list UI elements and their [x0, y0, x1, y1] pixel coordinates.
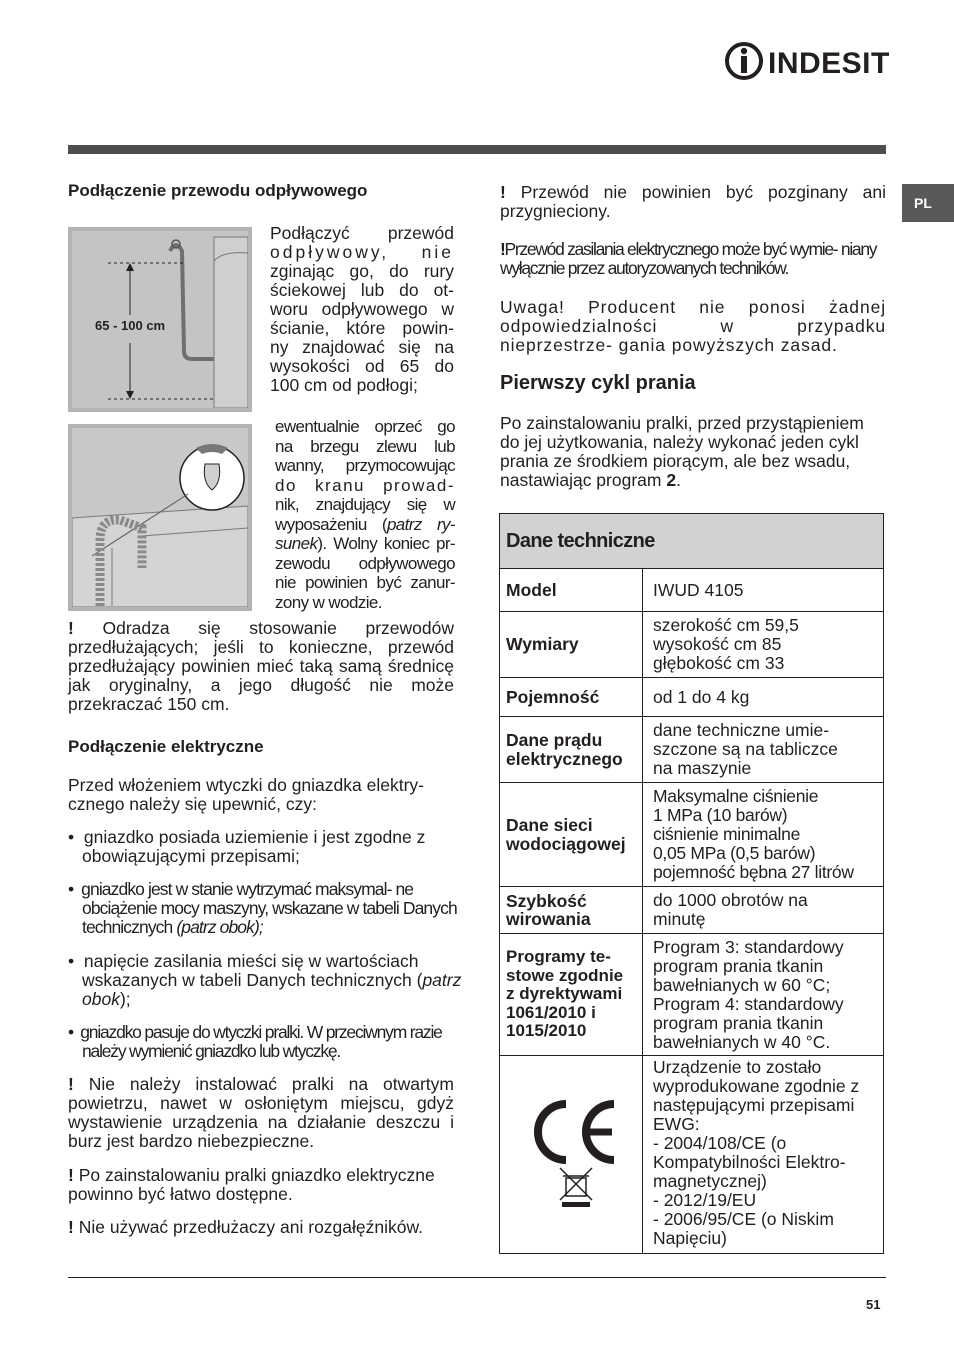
- first-wash-body: Po zainstalowaniu pralki, przed przystąpieniem do jej użytkowania, należy wykonać jeden cykl prania ze środkiem piorącym, ale bez wsadu, nastawiając program 2.: [500, 413, 864, 490]
- sink-guide-illustration: [72, 428, 248, 607]
- brand-name: INDESIT: [768, 47, 890, 80]
- warning-icon: !: [68, 1165, 74, 1185]
- table-row: Wymiary szerokość cm 59,5 wysokość cm 85 głębokość cm 33: [500, 612, 884, 678]
- warning-icon: !: [68, 618, 74, 638]
- warning-cable-replacement: !Przewód zasilania elektrycznego może być wymie- niany wyłącznie przez autoryzowanych techników.: [500, 239, 877, 278]
- drain-paragraph-2: ewentualnie oprzeć go na brzegu zlewu lub wanny, przymocowując do kranu prowad- nik, znajdujący się w wyposażeniu (patrz ry- sunek). Wolny koniec pr- zewodu odpływowego nie powinien być zanur- zony w wodzie.: [275, 417, 455, 612]
- table-row: Dane sieci wodociągowej Maksymalne ciśnienie 1 MPa (10 barów) ciśnienie minimalne 0,05 MPa (0,5 barów) pojemność bębna 27 litrów: [500, 783, 884, 887]
- table-row: Szybkość wirowania do 1000 obrotów na minutę: [500, 887, 884, 934]
- indesit-logo: [724, 40, 894, 82]
- warning-icon: !: [500, 182, 506, 202]
- warning-extension-hoses: ! Odradza się stosowanie przewodów przedłużających; jeśli to konieczne, przewód przedłużający powinien mieć taką samą średnicę jak oryginalny, a jego długość nie może przekraczać 150 cm.: [68, 618, 454, 714]
- bullet-socket-plug: • gniazdko pasuje do wtyczki pralki. W przeciwnym razie należy wymienić gniazdko lub wtyczkę.: [68, 1022, 442, 1061]
- table-row: Dane prądu elektrycznego dane techniczne umie- szczone są na tabliczce na maszynie: [500, 717, 884, 783]
- warning-icon: !: [500, 239, 505, 259]
- ce-compliance-text: Urządzenie to zostało wyprodukowane zgodnie z następującymi przepisami EWG: - 2004/108/CE (o Kompatybilności Elektro- magnetycznej) - 2012/19/EU - 2006/95/CE (o Niskim Napięciu): [643, 1056, 884, 1254]
- warning-accessible-socket: ! Po zainstalowaniu pralki gniazdko elektryczne powinno być łatwo dostępne.: [68, 1165, 435, 1204]
- header-rule: [68, 145, 886, 154]
- table-row: Model IWUD 4105: [500, 569, 884, 612]
- table-row: [500, 1056, 884, 1254]
- electrical-intro: Przed włożeniem wtyczki do gniazdka elektry- cznego należy się upewnić, czy:: [68, 775, 424, 814]
- tech-data-table: [499, 513, 884, 1254]
- warning-icon: !: [68, 1217, 74, 1237]
- warning-cable-bend: ! Przewód nie powinien być pozginany ani przygnieciony.: [500, 182, 886, 221]
- figure-sink-guide: [68, 424, 252, 611]
- warning-outdoor: ! Nie należy instalować pralki na otwartym powietrzu, nawet w osłoniętym miejscu, gdyż wystawienie urządzenia na działanie deszczu i burz jest bardzo niebezpieczne.: [68, 1074, 454, 1151]
- table-title: Dane techniczne: [500, 514, 884, 569]
- bullet-earthing: • gniazdko posiada uziemienie i jest zgodne z obowiązującymi przepisami;: [68, 827, 426, 866]
- footer-rule: [68, 1277, 886, 1278]
- page-number: 51: [866, 1297, 881, 1312]
- language-tab: PL: [902, 184, 954, 222]
- warning-icon: !: [68, 1074, 74, 1094]
- drain-paragraph-1: Podłączyć przewód odpływowy, nie zginając go, do rury ściekowej lub do ot- woru odpływowego w ścianie, które powin- ny znajdować się na wysokości od 65 do 100 cm od podłogi;: [270, 223, 454, 395]
- weee-bin-icon: [560, 1168, 592, 1207]
- figure-height-label: 65 - 100 cm: [95, 318, 166, 333]
- table-row: Programy te- stowe zgodnie z dyrektywami 1061/2010 i 1015/2010 Program 3: standardowy program prania tkanin bawełnianych w 60 °C; Program 4: standardowy program prania tkanin bawełnianych w 40 °C.: [500, 934, 884, 1056]
- section-heading-drain: Podłączenie przewodu odpływowego: [68, 181, 368, 200]
- section-heading-electrical: Podłączenie elektryczne: [68, 737, 264, 756]
- ce-mark-icon: [522, 1098, 622, 1208]
- section-heading-first-wash: Pierwszy cykl prania: [500, 372, 696, 394]
- warning-no-extensions: ! Nie używać przedłużaczy ani rozgałęźników.: [68, 1217, 424, 1237]
- bullet-max-load: • gniazdko jest w stanie wytrzymać maksymal- ne obciążenie mocy maszyny, wskazane w tabeli Danych technicznych (patrz obok);: [68, 879, 457, 937]
- table-row: Pojemność od 1 do 4 kg: [500, 678, 884, 717]
- bullet-voltage: • napięcie zasilania mieści się w wartościach wskazanych w tabeli Danych technicznych (patrz obok);: [68, 951, 462, 1009]
- manufacturer-note: Uwaga! Producent nie ponosi żadnej odpowiedzialności w przypadku nieprzestrze- gania powyższych zasad.: [500, 297, 886, 355]
